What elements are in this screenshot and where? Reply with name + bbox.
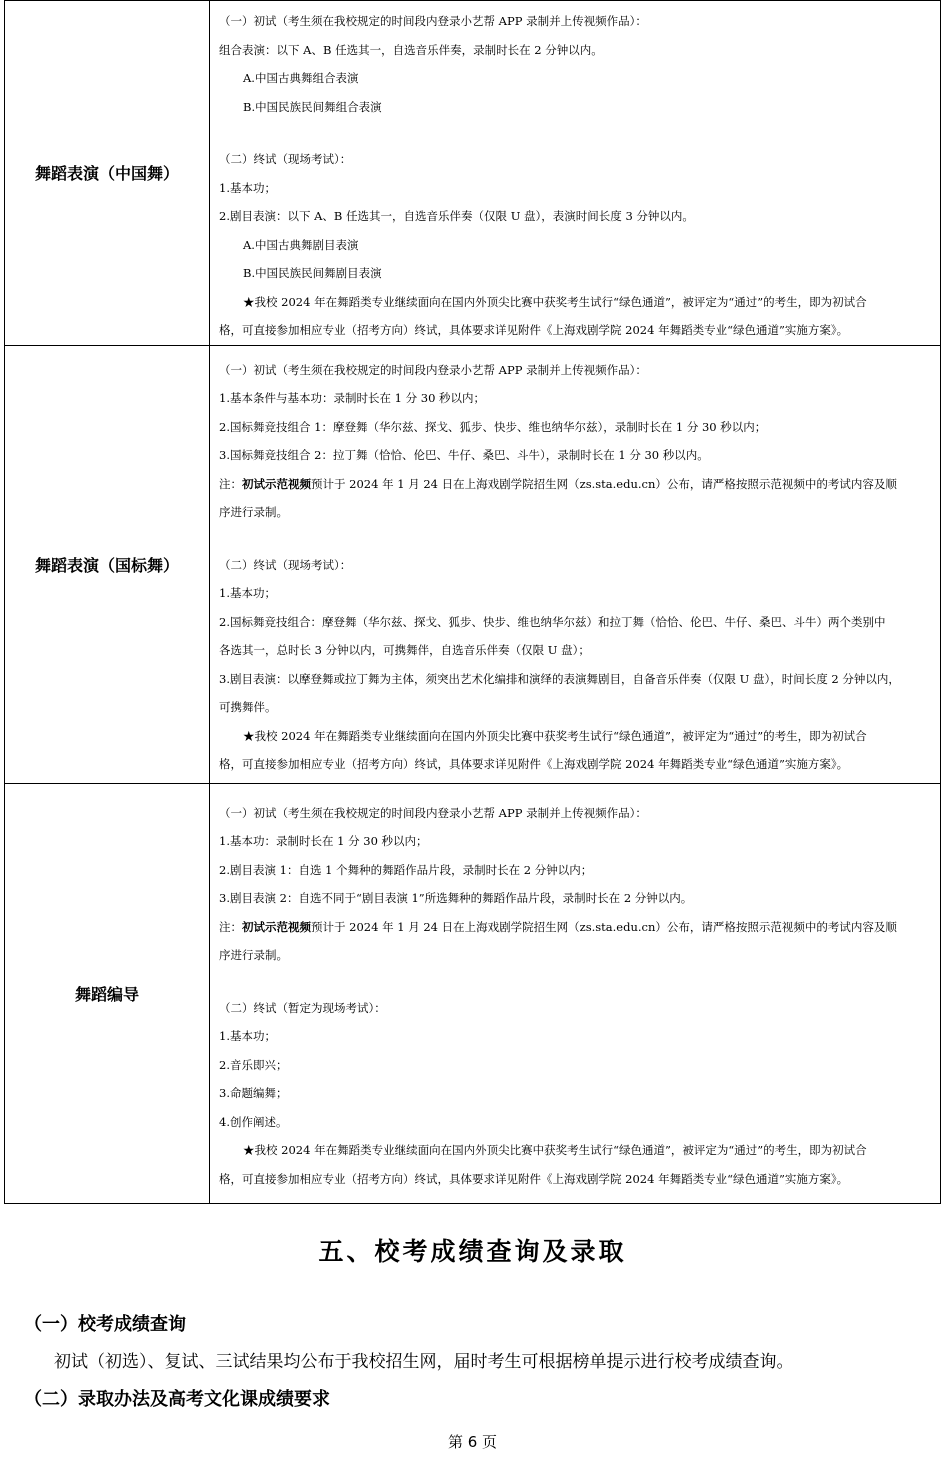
- table-row: [5, 1, 941, 346]
- requirement-line: 1.基本条件与基本功：录制时长在 1 分 30 秒以内；: [219, 391, 486, 405]
- major-name-cell: 舞蹈编导: [5, 783, 210, 1203]
- page-number: 第 6 页: [447, 1433, 498, 1451]
- requirement-line: ★我校 2024 年在舞蹈类专业继续面向在国内外顶尖比赛中获奖考生试行“绿色通道”，被评定为“通过”的考生，即为初试合: [243, 294, 867, 309]
- requirement-line: 3.命题编舞；: [219, 1086, 288, 1101]
- requirement-line: 3.剧目表演 2：自选不同于“剧目表演 1”所选舞种的舞蹈作品片段，录制时长在 2 分钟以内。: [219, 891, 693, 906]
- requirement-line: [219, 470, 932, 499]
- requirement-line: 1.基本功；: [219, 180, 276, 195]
- requirement-line: 2.国标舞竞技组合 1：摩登舞（华尔兹、探戈、狐步、快步、维也纳华尔兹），录制时长在 1 分 30 秒以内；: [219, 419, 767, 434]
- demo-video-label: 初试示范视频: [242, 476, 311, 491]
- requirement-line: 2.国标舞竞技组合：摩登舞（华尔兹、探戈、狐步、快步、维也纳华尔兹）和拉丁舞（恰恰、伦巴、牛仔、桑巴、斗牛）两个类别中: [219, 614, 886, 629]
- requirement-line: 各选其一，总时长 3 分钟以内，可携舞伴，自选音乐伴奏（仅限 U 盘）；: [219, 643, 590, 657]
- requirement-line: 1.基本功；: [219, 1029, 276, 1044]
- requirement-line: （一）初试（考生须在我校规定的时间段内登录小艺帮 APP 录制并上传视频作品）：: [219, 805, 647, 820]
- requirement-line: 1.基本功：录制时长在 1 分 30 秒以内；: [219, 834, 428, 849]
- requirement-line: 格，可直接参加相应专业（招考方向）终试，具体要求详见附件《上海戏剧学院 2024 年舞蹈类专业“绿色通道”实施方案》。: [219, 323, 849, 337]
- requirement-line: 2.剧目表演：以下 A、B 任选其一，自选音乐伴奏（仅限 U 盘），表演时间长度 3 分钟以内。: [219, 209, 694, 223]
- requirement-line: 可携舞伴。: [219, 700, 277, 714]
- requirement-line: （一）初试（考生须在我校规定的时间段内登录小艺帮 APP 录制并上传视频作品）：: [219, 362, 647, 377]
- subsection-admission-heading: （二）录取办法及高考文化课成绩要求: [24, 1389, 330, 1410]
- subsection-score-query-heading: （一）校考成绩查询: [24, 1314, 186, 1335]
- requirement-line: 1.基本功；: [219, 586, 276, 600]
- requirement-line: ★我校 2024 年在舞蹈类专业继续面向在国内外顶尖比赛中获奖考生试行“绿色通道”，被评定为“通过”的考生，即为初试合: [243, 728, 867, 743]
- demo-video-label: 初试示范视频: [242, 919, 311, 934]
- requirement-line: 序进行录制。: [219, 948, 288, 963]
- section-title: 五、校考成绩查询及录取: [318, 1237, 627, 1266]
- requirement-line: ★我校 2024 年在舞蹈类专业继续面向在国内外顶尖比赛中获奖考生试行“绿色通道”，被评定为“通过”的考生，即为初试合: [243, 1143, 867, 1158]
- requirement-line: 2.音乐即兴；: [219, 1057, 288, 1072]
- note-text: 预计于 2024 年 1 月 24 日在上海戏剧学院招生网（zs.sta.edu.cn）公布，请严格按照示范视频中的考试内容及顺: [311, 476, 897, 491]
- requirement-line: （二）终试（现场考试）：: [219, 152, 352, 166]
- requirement-line: 2.剧目表演 1：自选 1 个舞种的舞蹈作品片段，录制时长在 2 分钟以内；: [219, 862, 593, 877]
- requirement-line: （二）终试（现场考试）：: [219, 557, 352, 572]
- requirement-line: [219, 913, 932, 942]
- requirement-line: 3.国标舞竞技组合 2：拉丁舞（恰恰、伦巴、牛仔、桑巴、斗牛），录制时长在 1 分 30 秒以内。: [219, 448, 709, 462]
- requirement-line: 组合表演：以下 A、B 任选其一，自选音乐伴奏，录制时长在 2 分钟以内。: [219, 42, 603, 57]
- requirement-line: B.中国民族民间舞剧目表演: [243, 266, 382, 280]
- requirement-line: B.中国民族民间舞组合表演: [243, 99, 382, 114]
- score-query-paragraph: 初试（初选）、复试、三试结果均公布于我校招生网，届时考生可根据榜单提示进行校考成绩查询。: [54, 1352, 794, 1372]
- requirement-line: 格，可直接参加相应专业（招考方向）终试，具体要求详见附件《上海戏剧学院 2024 年舞蹈类专业“绿色通道”实施方案》。: [219, 1171, 849, 1186]
- requirement-line: A.中国古典舞组合表演: [243, 71, 359, 85]
- requirement-line: 4.创作阐述。: [219, 1114, 288, 1129]
- requirement-line: （一）初试（考生须在我校规定的时间段内登录小艺帮 APP 录制并上传视频作品）：: [219, 14, 647, 28]
- note-prefix: 注：: [219, 476, 242, 491]
- exam-requirements-cell: [210, 783, 941, 1203]
- requirement-line: 序进行录制。: [219, 505, 288, 519]
- table-row: [5, 345, 941, 783]
- requirement-line: 3.剧目表演：以摩登舞或拉丁舞为主体，须突出艺术化编排和演绎的表演舞剧目，自备音乐伴奏（仅限 U 盘），时间长度 2 分钟以内，: [219, 671, 900, 686]
- major-name-cell: 舞蹈表演（国标舞）: [5, 345, 210, 783]
- exam-content-table: [4, 0, 941, 1204]
- note-prefix: 注：: [219, 919, 242, 934]
- major-name-cell: 舞蹈表演（中国舞）: [5, 1, 210, 346]
- table-row: [5, 783, 941, 1203]
- requirement-line: 格，可直接参加相应专业（招考方向）终试，具体要求详见附件《上海戏剧学院 2024 年舞蹈类专业“绿色通道”实施方案》。: [219, 757, 849, 771]
- exam-requirements-cell: [210, 345, 941, 783]
- exam-requirements-cell: [210, 1, 941, 346]
- note-text: 预计于 2024 年 1 月 24 日在上海戏剧学院招生网（zs.sta.edu.cn）公布，请严格按照示范视频中的考试内容及顺: [311, 919, 897, 934]
- requirement-line: A.中国古典舞剧目表演: [243, 237, 359, 252]
- requirement-line: （二）终试（暂定为现场考试）：: [219, 1000, 386, 1015]
